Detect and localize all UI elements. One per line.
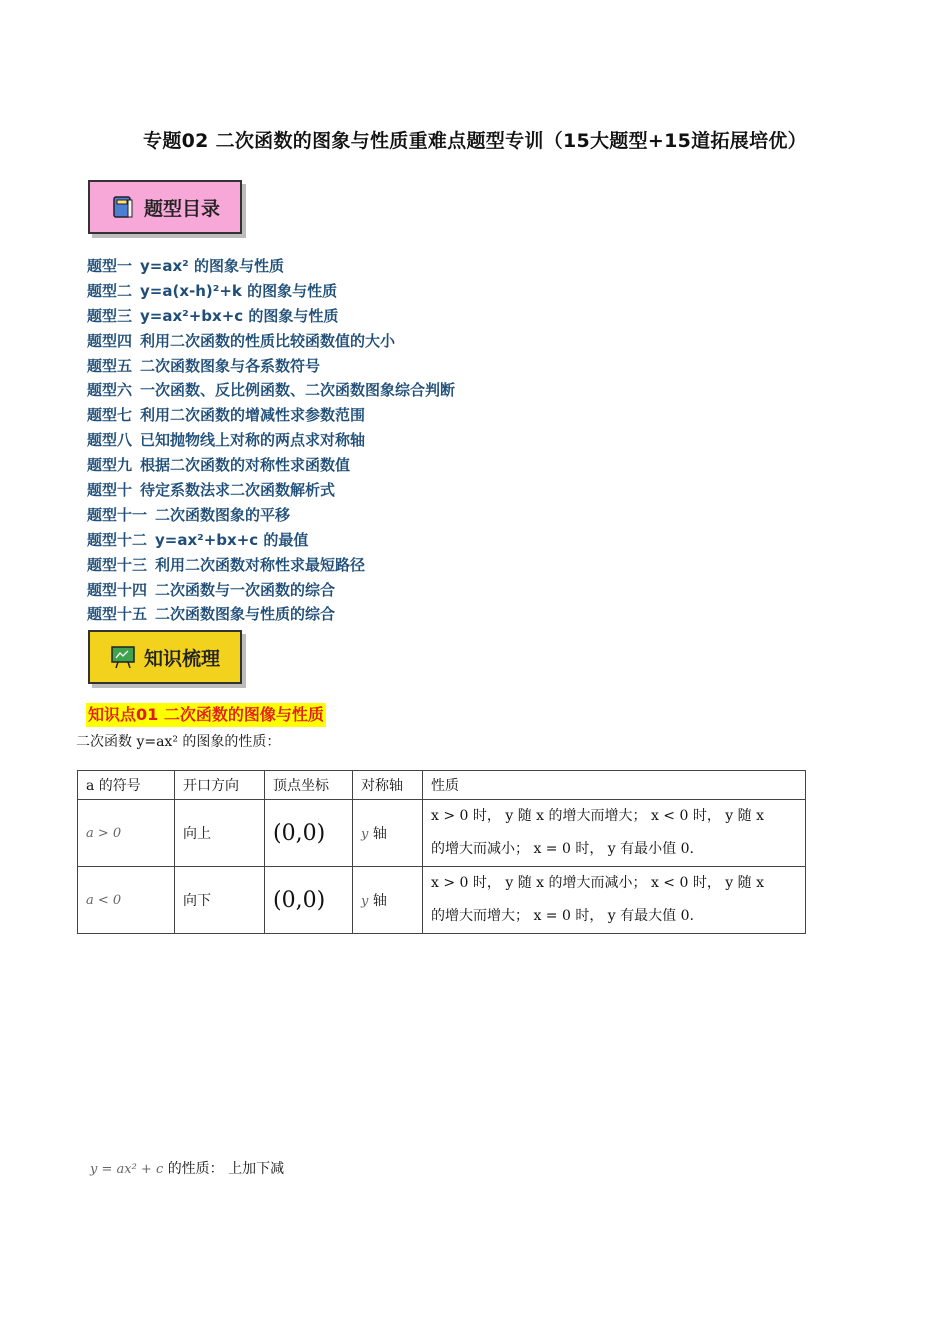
knowledge-banner-label: 知识梳理	[144, 647, 221, 670]
toc-banner	[88, 180, 242, 234]
header-cell: a 的符号	[78, 771, 175, 800]
toc-list	[87, 254, 455, 627]
header-cell: 开口方向	[175, 771, 265, 800]
toc-item[interactable]: 题型十 待定系数法求二次函数解析式	[87, 481, 336, 500]
toc-item[interactable]: 题型十四 二次函数与一次函数的综合	[87, 580, 336, 599]
table-row	[78, 867, 806, 934]
vertex-cell: (0,0)	[265, 867, 353, 934]
toc-item[interactable]: 题型九 根据二次函数的对称性求函数值	[87, 456, 351, 475]
footer-formula: y = ax² + c	[90, 1162, 164, 1177]
toc-item[interactable]: 题型六 一次函数、反比例函数、二次函数图象综合判断	[87, 381, 456, 400]
knowledge-banner	[88, 630, 242, 684]
toc-item[interactable]: 题型十一 二次函数图象的平移	[87, 505, 291, 524]
axis-cell: y 轴	[353, 867, 423, 934]
knowledge-point-heading: 知识点01 二次函数的图像与性质	[86, 703, 326, 727]
book-icon	[110, 194, 136, 220]
axis-cell: y 轴	[353, 800, 423, 867]
toc-item[interactable]: 题型三 y=ax²+bx+c 的图象与性质	[87, 306, 339, 325]
toc-item[interactable]: 题型二 y=a(x-h)²+k 的图象与性质	[87, 281, 338, 300]
header-cell: 对称轴	[353, 771, 423, 800]
header-cell: 顶点坐标	[265, 771, 353, 800]
page-title: 专题02 二次函数的图象与性质重难点题型专训（15大题型+15道拓展培优）	[143, 130, 807, 152]
table-row	[78, 800, 806, 867]
direction-cell: 向下	[175, 867, 265, 934]
footer-text: 的性质： 上加下减	[167, 1161, 285, 1177]
table-header-row	[78, 771, 806, 800]
sign-cell: a < 0	[78, 867, 175, 934]
toc-item[interactable]: 题型十三 利用二次函数对称性求最短路径	[87, 555, 366, 574]
toc-item[interactable]: 题型四 利用二次函数的性质比较函数值的大小	[87, 331, 396, 350]
blackboard-icon	[110, 644, 136, 670]
toc-item[interactable]: 题型一 y=ax² 的图象与性质	[87, 257, 284, 275]
toc-item[interactable]: 题型十二 y=ax²+bx+c 的最值	[87, 530, 309, 549]
property-cell: x > 0 时， y 随 x 的增大而减小； x < 0 时， y 随 x 的增大而增大； x = 0 时， y 有最大值 0.	[423, 867, 806, 934]
toc-item[interactable]: 题型五 二次函数图象与各系数符号	[87, 356, 321, 375]
header-cell: 性质	[423, 771, 806, 800]
property-cell: x > 0 时， y 随 x 的增大而增大； x < 0 时， y 随 x 的增大而减小； x = 0 时， y 有最小值 0.	[423, 800, 806, 867]
toc-item[interactable]: 题型八 已知抛物线上对称的两点求对称轴	[87, 431, 366, 450]
intro-text: 二次函数 y=ax² 的图象的性质：	[76, 734, 281, 750]
vertex-cell: (0,0)	[265, 800, 353, 867]
toc-banner-label: 题型目录	[144, 197, 221, 220]
direction-cell: 向上	[175, 800, 265, 867]
toc-item[interactable]: 题型十五 二次函数图象与性质的综合	[87, 605, 336, 624]
toc-item[interactable]: 题型七 利用二次函数的增减性求参数范围	[87, 406, 366, 425]
properties-table	[77, 770, 806, 934]
footer-note	[90, 1158, 284, 1178]
sign-cell: a > 0	[78, 800, 175, 867]
